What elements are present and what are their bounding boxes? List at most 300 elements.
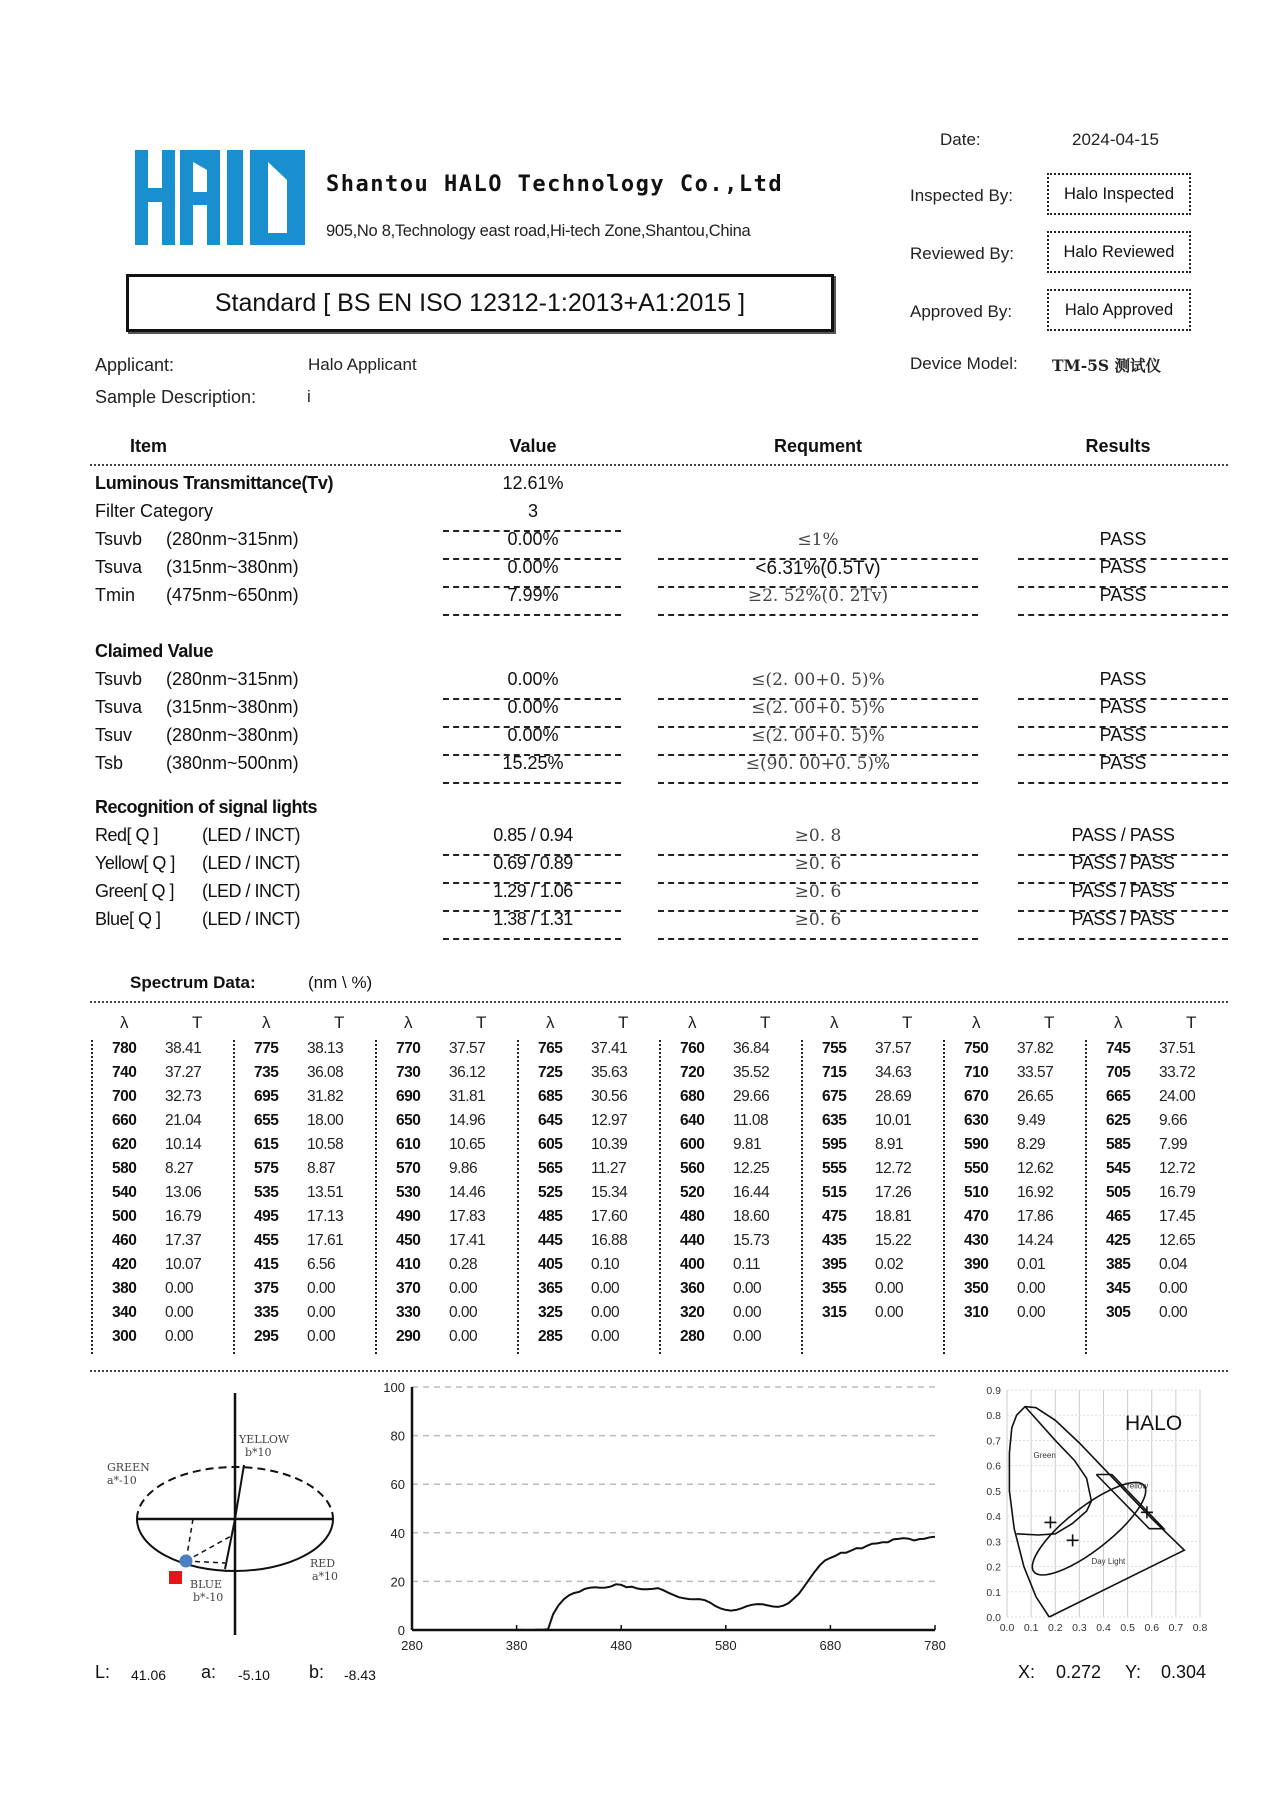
spectrum-transmittance: 16.79 — [165, 1208, 202, 1225]
signal-row-value: 1.38 / 1.31 — [493, 909, 573, 929]
spectrum-wavelength: 690 — [396, 1088, 421, 1105]
spectrum-wavelength: 310 — [964, 1304, 989, 1321]
spectrum-wavelength: 440 — [680, 1232, 705, 1249]
spectrum-transmittance: 36.12 — [449, 1064, 486, 1081]
claimed-row-result: PASS — [1099, 753, 1147, 773]
spectrum-transmittance: 14.96 — [449, 1112, 486, 1129]
spectrum-transmittance: 0.02 — [875, 1256, 904, 1273]
lab-L-label: L: — [95, 1662, 111, 1682]
spectrum-transmittance: 11.27 — [591, 1160, 627, 1177]
spectrum-wavelength: 590 — [964, 1136, 989, 1153]
spectrum-transmittance: 26.65 — [1017, 1088, 1054, 1105]
cie-y-tick-label: 0.4 — [986, 1511, 1001, 1524]
cie-spectral-locus — [1009, 1407, 1184, 1617]
cie-y-label: Y: — [1125, 1662, 1142, 1682]
claimed-row-range: (315nm~380nm) — [166, 697, 299, 717]
spectrum-y-tick-label: 80 — [390, 1428, 405, 1444]
spectrum-wavelength: 630 — [964, 1112, 989, 1129]
spectrum-transmittance: 37.51 — [1159, 1040, 1196, 1057]
spectrum-transmittance: 37.57 — [449, 1040, 486, 1057]
cie-y-tick-label: 0.2 — [986, 1561, 1001, 1574]
spectrum-transmittance: 17.86 — [1017, 1208, 1054, 1225]
spectrum-transmittance: 16.44 — [733, 1184, 770, 1201]
spectrum-wavelength: 510 — [964, 1184, 989, 1201]
spectrum-wavelength: 555 — [822, 1160, 847, 1177]
signal-row-requirement: ≥0. 8 — [794, 826, 842, 846]
spectrum-transmittance: 0.00 — [875, 1280, 904, 1297]
spectrum-chart — [370, 1380, 950, 1660]
spectrum-wavelength: 665 — [1106, 1088, 1131, 1105]
spectrum-t-header: T — [618, 1013, 629, 1032]
spectrum-transmittance: 0.01 — [1017, 1256, 1046, 1273]
signal-row-value: 0.85 / 0.94 — [493, 825, 573, 845]
spectrum-lambda-header: λ — [262, 1013, 271, 1032]
spectrum-divider-bottom — [90, 1370, 1228, 1372]
spectrum-y-tick-label: 60 — [390, 1477, 405, 1493]
signal-value-underline — [443, 938, 621, 940]
claimed-row-value: 0.00% — [507, 669, 559, 689]
lab-a-label: a: — [201, 1662, 217, 1682]
spectrum-transmittance: 0.00 — [307, 1304, 336, 1321]
halo-logo — [135, 150, 305, 245]
header-item: Item — [130, 436, 168, 456]
spectrum-column-separator — [375, 1040, 377, 1354]
measured-row-requirement: ≤1% — [797, 530, 839, 550]
spectrum-transmittance: 18.60 — [733, 1208, 770, 1225]
sample-label: Sample Description: — [95, 387, 257, 407]
measured-row-result: PASS — [1099, 585, 1147, 605]
spectrum-transmittance: 0.00 — [733, 1280, 762, 1297]
spectrum-transmittance: 9.66 — [1159, 1112, 1188, 1129]
signal-row-name: Green[ Q ] — [95, 881, 175, 901]
spectrum-t-header: T — [476, 1013, 487, 1032]
measured-row-result: PASS — [1099, 557, 1147, 577]
cie-x-tick-label: 0.4 — [1096, 1622, 1111, 1634]
spectrum-transmittance: 16.88 — [591, 1232, 628, 1249]
spectrum-transmittance: 0.10 — [591, 1256, 620, 1273]
spectrum-x-tick-label: 780 — [924, 1638, 946, 1653]
spectrum-transmittance: 0.00 — [165, 1304, 194, 1321]
inspected-value: Halo Inspected — [1063, 184, 1175, 203]
spectrum-wavelength: 375 — [254, 1280, 279, 1297]
measured-row-name: Tmin — [95, 585, 135, 605]
standard-text: Standard [ BS EN ISO 12312-1:2013+A1:2015 ] — [214, 288, 746, 317]
spectrum-wavelength: 600 — [680, 1136, 705, 1153]
spectrum-x-tick-label: 580 — [714, 1638, 737, 1653]
spectrum-transmittance: 17.61 — [307, 1232, 344, 1249]
spectrum-wavelength: 705 — [1106, 1064, 1131, 1081]
signal-row-requirement: ≥0. 6 — [794, 882, 842, 902]
spectrum-transmittance: 37.57 — [875, 1040, 912, 1057]
spectrum-wavelength: 385 — [1106, 1256, 1131, 1273]
lab-red-label: RED — [310, 1557, 336, 1570]
spectrum-x-tick-label: 680 — [819, 1638, 842, 1653]
spectrum-transmittance: 0.00 — [591, 1280, 620, 1297]
spectrum-transmittance: 7.99 — [1159, 1136, 1188, 1153]
cie-y-tick-label: 0.1 — [986, 1586, 1001, 1599]
inspected-box — [1047, 173, 1191, 215]
spectrum-wavelength: 730 — [396, 1064, 421, 1081]
spectrum-column-separator — [801, 1040, 803, 1354]
spectrum-wavelength: 455 — [254, 1232, 279, 1249]
date-value: 2024-04-15 — [1072, 130, 1159, 149]
spectrum-transmittance: 0.00 — [875, 1304, 904, 1321]
measured-row-value: 0.00% — [507, 529, 559, 549]
spectrum-transmittance: 0.00 — [591, 1304, 620, 1321]
claimed-row-value: 0.00% — [507, 725, 559, 745]
lab-green-label: GREEN — [107, 1461, 150, 1474]
spectrum-transmittance: 37.41 — [591, 1040, 628, 1057]
spectrum-wavelength: 695 — [254, 1088, 279, 1105]
spectrum-column-separator — [943, 1040, 945, 1354]
spectrum-wavelength: 615 — [254, 1136, 279, 1153]
spectrum-wavelength: 485 — [538, 1208, 563, 1225]
spectrum-wavelength: 550 — [964, 1160, 989, 1177]
spectrum-transmittance: 0.00 — [733, 1304, 762, 1321]
cie-x-tick-label: 0.8 — [1192, 1622, 1208, 1634]
spectrum-wavelength: 745 — [1106, 1040, 1131, 1057]
spectrum-wavelength: 415 — [254, 1256, 279, 1273]
spectrum-transmittance: 36.84 — [733, 1040, 770, 1057]
spectrum-wavelength: 325 — [538, 1304, 563, 1321]
device-value: TM-5S 测试仪 — [1052, 356, 1161, 375]
spectrum-transmittance: 0.00 — [1159, 1304, 1188, 1321]
lab-green-sub: a*-10 — [107, 1474, 137, 1487]
spectrum-y-tick-label: 40 — [390, 1525, 405, 1541]
spectrum-wavelength: 750 — [964, 1040, 989, 1057]
spectrum-transmittance: 0.00 — [307, 1280, 336, 1297]
spectrum-wavelength: 640 — [680, 1112, 705, 1129]
signal-row-value: 0.69 / 0.89 — [493, 853, 573, 873]
spectrum-wavelength: 710 — [964, 1064, 989, 1081]
lab-yellow-sub: b*10 — [245, 1446, 272, 1459]
spectrum-transmittance: 16.92 — [1017, 1184, 1054, 1201]
spectrum-wavelength: 430 — [964, 1232, 989, 1249]
spectrum-column-separator — [233, 1040, 235, 1354]
cie-daylight-label: Day Light — [1091, 1557, 1126, 1567]
spectrum-transmittance: 24.00 — [1159, 1088, 1196, 1105]
spectrum-transmittance: 12.62 — [1017, 1160, 1054, 1177]
spectrum-wavelength: 540 — [112, 1184, 137, 1201]
spectrum-wavelength: 520 — [680, 1184, 705, 1201]
spectrum-wavelength: 425 — [1106, 1232, 1131, 1249]
spectrum-wavelength: 335 — [254, 1304, 279, 1321]
spectrum-transmittance: 10.65 — [449, 1136, 486, 1153]
spectrum-x-tick-label: 280 — [401, 1638, 423, 1653]
spectrum-transmittance: 31.82 — [307, 1088, 344, 1105]
spectrum-wavelength: 410 — [396, 1256, 421, 1273]
signal-result-underline — [1018, 938, 1228, 940]
spectrum-transmittance: 13.06 — [165, 1184, 202, 1201]
header-value: Value — [509, 436, 557, 456]
spectrum-wavelength: 670 — [964, 1088, 989, 1105]
spectrum-lambda-header: λ — [972, 1013, 981, 1032]
spectrum-wavelength: 450 — [396, 1232, 421, 1249]
reviewed-box — [1047, 231, 1191, 273]
spectrum-wavelength: 290 — [396, 1328, 421, 1345]
spectrum-transmittance: 0.28 — [449, 1256, 478, 1273]
spectrum-wavelength: 660 — [112, 1112, 137, 1129]
spectrum-wavelength: 685 — [538, 1088, 563, 1105]
lab-blue-label: BLUE — [190, 1578, 223, 1591]
spectrum-column-separator — [1085, 1040, 1087, 1354]
spectrum-wavelength: 300 — [112, 1328, 137, 1345]
spectrum-transmittance: 15.34 — [591, 1184, 628, 1201]
spectrum-wavelength: 700 — [112, 1088, 137, 1105]
spectrum-wavelength: 565 — [538, 1160, 563, 1177]
measured-row-name: Tsuvb — [95, 529, 143, 549]
spectrum-lambda-header: λ — [830, 1013, 839, 1032]
spectrum-transmittance: 0.00 — [733, 1328, 762, 1345]
signal-row-value: 1.29 / 1.06 — [493, 881, 573, 901]
spectrum-transmittance: 12.65 — [1159, 1232, 1196, 1249]
claimed-row-requirement: ≤(90. 00+0. 5)% — [745, 754, 891, 774]
lab-blue-sub: b*-10 — [193, 1591, 224, 1604]
measured-row-name: Tsuva — [95, 557, 143, 577]
spectrum-transmittance: 0.00 — [307, 1328, 336, 1345]
approved-label: Approved By: — [910, 302, 1013, 321]
spectrum-wavelength: 575 — [254, 1160, 279, 1177]
claimed-title: Claimed Value — [95, 641, 214, 661]
spectrum-transmittance: 30.56 — [591, 1088, 628, 1105]
spectrum-wavelength: 770 — [396, 1040, 421, 1057]
spectrum-unit: (nm \ %) — [308, 973, 373, 992]
spectrum-transmittance: 8.87 — [307, 1160, 336, 1177]
approved-box — [1047, 289, 1191, 331]
cie-brand-label: HALO — [1125, 1412, 1183, 1435]
spectrum-wavelength: 390 — [964, 1256, 989, 1273]
spectrum-wavelength: 755 — [822, 1040, 847, 1057]
spectrum-wavelength: 560 — [680, 1160, 705, 1177]
company-address: 905,No 8,Technology east road,Hi-tech Zone,Shantou,China — [326, 222, 751, 240]
lab-a-value: -5.10 — [238, 1667, 270, 1683]
spectrum-transmittance: 12.25 — [733, 1160, 770, 1177]
spectrum-lambda-header: λ — [688, 1013, 697, 1032]
spectrum-transmittance: 0.00 — [449, 1304, 478, 1321]
lab-yellow-label: YELLOW — [239, 1433, 290, 1446]
spectrum-transmittance: 32.73 — [165, 1088, 202, 1105]
spectrum-transmittance: 12.72 — [1159, 1160, 1196, 1177]
spectrum-t-header: T — [1186, 1013, 1197, 1032]
header-results: Results — [1085, 436, 1151, 456]
spectrum-wavelength: 365 — [538, 1280, 563, 1297]
spectrum-transmittance: 28.69 — [875, 1088, 912, 1105]
spectrum-lambda-header: λ — [1114, 1013, 1123, 1032]
spectrum-transmittance: 0.04 — [1159, 1256, 1188, 1273]
spectrum-transmittance: 0.00 — [1159, 1280, 1188, 1297]
spectrum-transmittance: 33.72 — [1159, 1064, 1196, 1081]
signal-title: Recognition of signal lights — [95, 797, 317, 817]
spectrum-wavelength: 490 — [396, 1208, 421, 1225]
spectrum-transmittance: 34.63 — [875, 1064, 912, 1081]
spectrum-wavelength: 350 — [964, 1280, 989, 1297]
spectrum-wavelength: 625 — [1106, 1112, 1131, 1129]
signal-row-requirement: ≥0. 6 — [794, 854, 842, 874]
spectrum-wavelength: 340 — [112, 1304, 137, 1321]
spectrum-transmittance: 6.56 — [307, 1256, 336, 1273]
measured-row-value: 7.99% — [507, 585, 559, 605]
spectrum-transmittance: 13.51 — [307, 1184, 344, 1201]
cie-x-tick-label: 0.6 — [1144, 1622, 1160, 1634]
spectrum-wavelength: 345 — [1106, 1280, 1131, 1297]
spectrum-transmittance: 10.58 — [307, 1136, 344, 1153]
cie-x-tick-label: 0.7 — [1168, 1622, 1184, 1634]
claimed-value-underline — [443, 782, 621, 784]
claimed-row-value: 15.25% — [502, 753, 564, 773]
spectrum-lambda-header: λ — [546, 1013, 555, 1032]
spectrum-transmittance: 10.07 — [165, 1256, 202, 1273]
cie-x-tick-label: 0.3 — [1072, 1622, 1087, 1634]
cie-green-reference-cross — [1044, 1516, 1056, 1528]
spectrum-divider-top — [90, 1001, 1228, 1003]
approved-value: Halo Approved — [1064, 300, 1174, 319]
spectrum-wavelength: 775 — [254, 1040, 279, 1057]
spectrum-wavelength: 675 — [822, 1088, 847, 1105]
spectrum-t-header: T — [1044, 1013, 1055, 1032]
spectrum-wavelength: 650 — [396, 1112, 421, 1129]
spectrum-wavelength: 420 — [112, 1256, 137, 1273]
claimed-row-name: Tsuvb — [95, 669, 143, 689]
spectrum-wavelength: 620 — [112, 1136, 137, 1153]
cie-green-label: Green — [1033, 1451, 1056, 1461]
spectrum-wavelength: 545 — [1106, 1160, 1131, 1177]
sample-value: i — [307, 387, 311, 406]
claimed-row-result: PASS — [1099, 669, 1147, 689]
cie-y-tick-label: 0.3 — [986, 1536, 1001, 1549]
signal-row-name: Red[ Q ] — [95, 825, 159, 845]
spectrum-transmittance: 37.82 — [1017, 1040, 1054, 1057]
cie-x-tick-label: 0.0 — [999, 1622, 1015, 1634]
spectrum-transmittance: 0.00 — [1017, 1304, 1046, 1321]
spectrum-transmittance: 17.83 — [449, 1208, 486, 1225]
spectrum-wavelength: 295 — [254, 1328, 279, 1345]
claimed-row-result: PASS — [1099, 697, 1147, 717]
signal-row-range: (LED / INCT) — [202, 825, 301, 845]
spectrum-transmittance: 0.00 — [449, 1328, 478, 1345]
spectrum-transmittance: 0.00 — [449, 1280, 478, 1297]
cie-y-tick-label: 0.7 — [986, 1435, 1001, 1448]
cie-x-tick-label: 0.2 — [1047, 1622, 1063, 1634]
cie-yellow-label: Yellow — [1125, 1481, 1149, 1491]
spectrum-transmittance: 35.63 — [591, 1064, 628, 1081]
applicant-label: Applicant: — [95, 355, 175, 375]
spectrum-wavelength: 475 — [822, 1208, 847, 1225]
spectrum-wavelength: 285 — [538, 1328, 563, 1345]
spectrum-wavelength: 595 — [822, 1136, 847, 1153]
lab-diagram — [90, 1385, 370, 1645]
spectrum-wavelength: 495 — [254, 1208, 279, 1225]
filter-label: Filter Category — [95, 501, 214, 521]
cie-x-label: X: — [1018, 1662, 1036, 1682]
company-name: Shantou HALO Technology Co.,Ltd — [326, 172, 784, 197]
spectrum-transmittance: 12.97 — [591, 1112, 628, 1129]
standard-box — [126, 274, 834, 332]
spectrum-transmittance: 14.24 — [1017, 1232, 1054, 1249]
spectrum-transmittance: 15.22 — [875, 1232, 912, 1249]
spectrum-transmittance: 8.27 — [165, 1160, 194, 1177]
spectrum-x-tick-label: 380 — [505, 1638, 528, 1653]
spectrum-wavelength: 610 — [396, 1136, 421, 1153]
lab-b-label: b: — [309, 1662, 325, 1682]
spectrum-transmittance: 17.13 — [307, 1208, 344, 1225]
spectrum-wavelength: 525 — [538, 1184, 563, 1201]
cie-sample-point-cross — [1067, 1534, 1079, 1546]
measured-row-range: (315nm~380nm) — [166, 557, 299, 577]
cie-y-tick-label: 0.9 — [986, 1385, 1001, 1397]
spectrum-transmittance: 0.00 — [165, 1328, 194, 1345]
measured-row-range: (280nm~315nm) — [166, 529, 299, 549]
reviewed-value: Halo Reviewed — [1063, 242, 1175, 261]
signal-row-result: PASS / PASS — [1071, 881, 1175, 901]
spectrum-wavelength: 720 — [680, 1064, 705, 1081]
measured-row-range: (475nm~650nm) — [166, 585, 299, 605]
lab-b-value: -8.43 — [344, 1667, 376, 1683]
signal-row-result: PASS / PASS — [1071, 825, 1175, 845]
spectrum-lambda-header: λ — [120, 1013, 129, 1032]
spectrum-wavelength: 435 — [822, 1232, 847, 1249]
spectrum-transmittance: 12.72 — [875, 1160, 912, 1177]
spectrum-column-separator — [659, 1040, 661, 1354]
spectrum-x-tick-label: 480 — [610, 1638, 633, 1653]
spectrum-wavelength: 315 — [822, 1304, 847, 1321]
spectrum-transmittance: 0.00 — [1017, 1280, 1046, 1297]
spectrum-wavelength: 760 — [680, 1040, 705, 1057]
signal-row-range: (LED / INCT) — [202, 909, 301, 929]
spectrum-transmittance: 33.57 — [1017, 1064, 1054, 1081]
signal-row-requirement: ≥0. 6 — [794, 910, 842, 930]
spectrum-wavelength: 580 — [112, 1160, 137, 1177]
lab-red-sub: a*10 — [312, 1570, 339, 1583]
claimed-row-value: 0.00% — [507, 697, 559, 717]
spectrum-wavelength: 740 — [112, 1064, 137, 1081]
claimed-row-name: Tsuv — [95, 725, 133, 745]
claimed-row-requirement: ≤(2. 00+0. 5)% — [751, 698, 885, 718]
claimed-result-underline — [1018, 782, 1228, 784]
spectrum-transmittance: 17.45 — [1159, 1208, 1196, 1225]
spectrum-t-header: T — [760, 1013, 771, 1032]
spectrum-wavelength: 655 — [254, 1112, 279, 1129]
spectrum-transmittance: 38.13 — [307, 1040, 344, 1057]
spectrum-series-line — [412, 1537, 935, 1630]
spectrum-transmittance: 21.04 — [165, 1112, 202, 1129]
cie-y-tick-label: 0.5 — [986, 1485, 1001, 1498]
device-label: Device Model: — [910, 354, 1018, 373]
claimed-row-name: Tsb — [95, 753, 124, 773]
signal-row-range: (LED / INCT) — [202, 881, 301, 901]
inspected-label: Inspected By: — [910, 186, 1014, 205]
lab-blue-line — [225, 1519, 235, 1569]
spectrum-wavelength: 465 — [1106, 1208, 1131, 1225]
claimed-row-name: Tsuva — [95, 697, 143, 717]
spectrum-wavelength: 480 — [680, 1208, 705, 1225]
spectrum-title: Spectrum Data: — [130, 973, 256, 992]
spectrum-wavelength: 715 — [822, 1064, 847, 1081]
date-label: Date: — [940, 130, 981, 149]
measured-row-requirement: ≥2. 52%(0. 2Tv) — [747, 586, 889, 606]
spectrum-transmittance: 31.81 — [449, 1088, 486, 1105]
signal-row-result: PASS / PASS — [1071, 909, 1175, 929]
cie-x-tick-label: 0.1 — [1023, 1622, 1039, 1634]
cie-x-value: 0.272 — [1056, 1662, 1102, 1682]
claimed-row-range: (380nm~500nm) — [166, 753, 299, 773]
spectrum-wavelength: 635 — [822, 1112, 847, 1129]
spectrum-transmittance: 11.08 — [733, 1112, 769, 1129]
spectrum-wavelength: 570 — [396, 1160, 421, 1177]
lab-reference-marker — [169, 1571, 182, 1584]
spectrum-wavelength: 395 — [822, 1256, 847, 1273]
cie-y-value: 0.304 — [1161, 1662, 1207, 1682]
measured-result-underline — [1018, 614, 1228, 616]
